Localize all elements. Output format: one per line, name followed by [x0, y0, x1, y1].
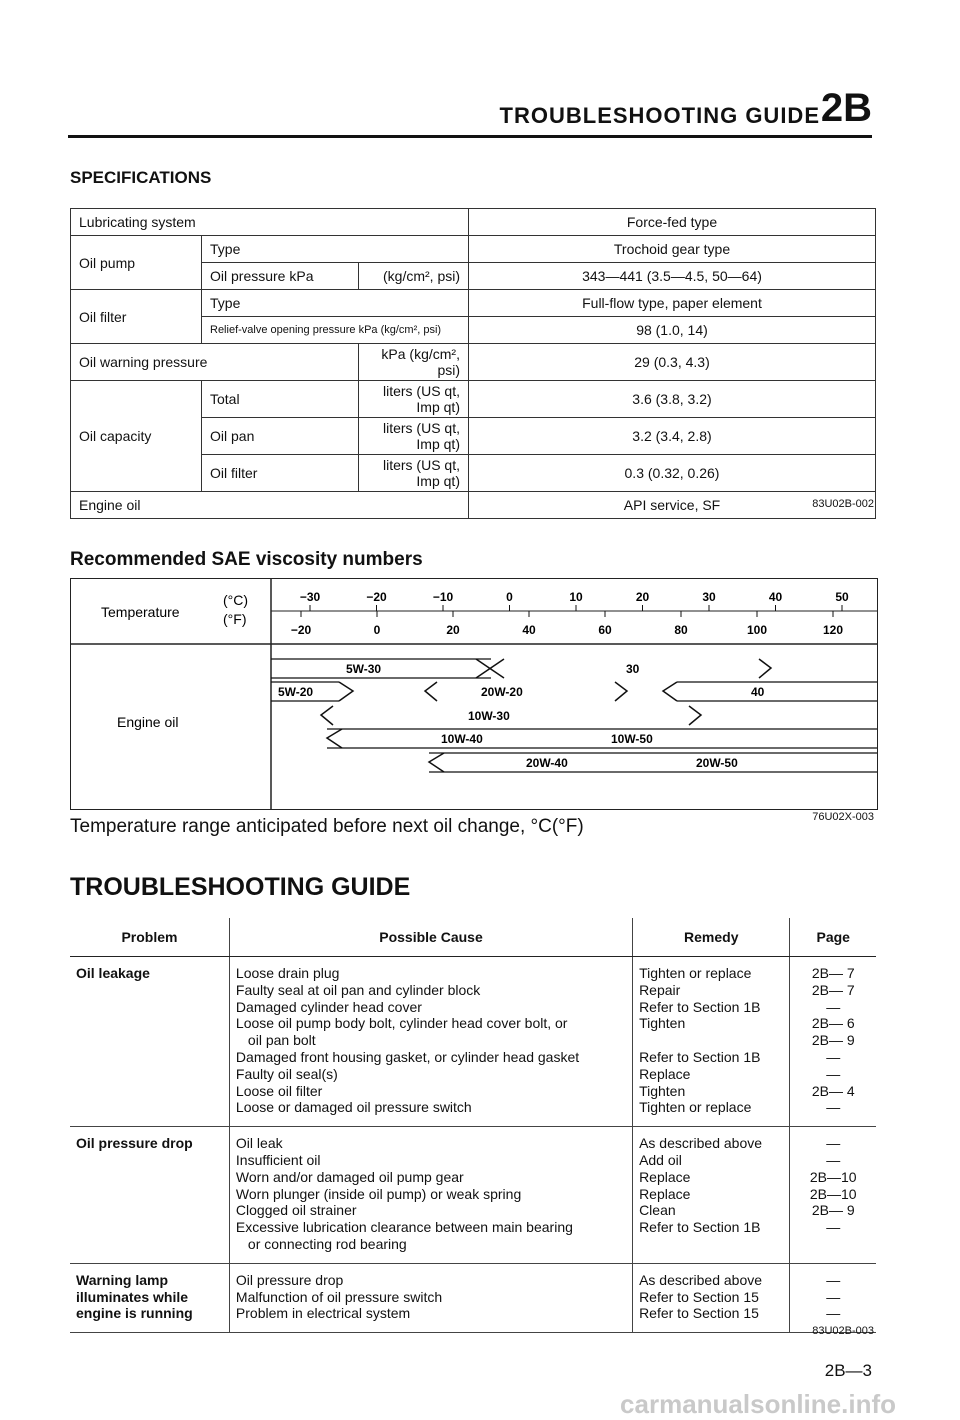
page-line: 2B—10	[809, 1185, 857, 1202]
spec-unit: liters (US qt, Imp qt)	[359, 418, 469, 455]
remedy-line	[639, 1032, 783, 1049]
remedy-line: Replace	[639, 1185, 691, 1202]
problem-line: Warning lamp	[76, 1271, 169, 1288]
spec-row	[71, 209, 876, 236]
unit-fahrenheit: (°F)	[223, 611, 247, 627]
fahrenheit-tick-label: 20	[446, 623, 460, 637]
page-line: 2B— 9	[811, 1032, 855, 1049]
grade-10w40-10w50-bar	[327, 729, 877, 748]
grade-30: 30	[626, 662, 640, 676]
spec-row	[71, 344, 876, 381]
page-line: —	[826, 1219, 841, 1236]
remedy-line: Repair	[639, 981, 681, 998]
problem-line: Oil pressure drop	[76, 1135, 193, 1152]
grade-5w30: 5W-30	[346, 662, 382, 676]
page-number: 2B—3	[824, 1361, 872, 1380]
watermark: carmanualsonline.info	[620, 1389, 896, 1419]
page-line: 2B— 7	[811, 981, 855, 998]
spec-unit: liters (US qt, Imp qt)	[359, 455, 469, 492]
grade-10w50: 10W-50	[611, 732, 653, 746]
grade-40: 40	[751, 685, 765, 699]
problem-cell	[70, 957, 229, 1127]
grade-20w40: 20W-40	[526, 756, 568, 770]
column-header-page: Page	[790, 918, 876, 957]
cause-line: or connecting rod bearing	[247, 1235, 407, 1252]
unit-celsius: (°C)	[223, 592, 249, 608]
remedy-line: As described above	[639, 1135, 763, 1152]
grade-20w40-20w50-bar	[429, 753, 877, 772]
celsius-tick-label: 10	[569, 590, 583, 604]
figure-code: 83U02B-003	[812, 1325, 874, 1337]
viscosity-heading: Recommended SAE viscosity numbers	[70, 549, 423, 570]
grade-5w20: 5W-20	[278, 685, 314, 699]
remedy-line: Refer to Section 15	[639, 1305, 759, 1322]
cause-line: Loose or damaged oil pressure switch	[235, 1099, 472, 1116]
cause-line: Oil leak	[235, 1135, 283, 1152]
viscosity-chart	[70, 578, 878, 810]
remedy-cell	[633, 1263, 790, 1332]
problem-line: Oil leakage	[76, 965, 150, 981]
page-header-title: TROUBLESHOOTING GUIDE	[499, 103, 820, 128]
remedy-line: Refer to Section 15	[639, 1288, 759, 1305]
remedy-line: Tighten or replace	[639, 965, 752, 981]
cause-cell	[229, 1263, 632, 1332]
grade-40-bar	[663, 682, 877, 701]
specifications-table	[70, 208, 876, 519]
remedy-line	[639, 1236, 783, 1253]
page-cell	[790, 1127, 876, 1264]
table-row	[70, 1263, 876, 1332]
viscosity-caption: Temperature range anticipated before next oil change, °C(°F)	[70, 816, 584, 837]
scale-ticks	[291, 590, 849, 637]
problem-cell	[70, 1263, 229, 1332]
cause-line: Loose oil filter	[235, 1082, 323, 1099]
spec-unit: liters (US qt, Imp qt)	[359, 381, 469, 418]
cause-line: Clogged oil strainer	[235, 1202, 357, 1219]
arrow-20w20-left	[425, 682, 437, 701]
remedy-line: Refer to Section 1B	[639, 1219, 761, 1236]
remedy-line: As described above	[639, 1271, 763, 1288]
cause-line: Loose drain plug	[235, 965, 340, 981]
spec-sublabel: Oil pressure kPa	[202, 263, 359, 290]
fahrenheit-tick-label: 80	[674, 623, 688, 637]
spec-sublabel: Type	[202, 290, 469, 317]
fahrenheit-tick-label: 40	[522, 623, 536, 637]
viscosity-chart-svg	[71, 579, 877, 809]
page-line: —	[826, 998, 841, 1015]
spec-label: Oil capacity	[71, 381, 202, 492]
page-cell	[790, 1263, 876, 1332]
spec-row	[71, 492, 876, 519]
spec-value: 343—441 (3.5—4.5, 50—64)	[469, 263, 876, 290]
page-line: 2B— 9	[811, 1202, 855, 1219]
celsius-tick-label: −20	[366, 590, 387, 604]
remedy-line: Refer to Section 1B	[639, 998, 761, 1015]
column-header-problem: Problem	[70, 918, 229, 957]
problem-cell	[70, 1127, 229, 1264]
page-cell	[790, 957, 876, 1127]
cause-line: Faulty seal at oil pan and cylinder block	[235, 981, 481, 998]
cause-line: oil pan bolt	[247, 1032, 316, 1049]
fahrenheit-tick-label: 100	[746, 623, 768, 637]
table-row	[70, 957, 876, 1127]
section-number: 2B	[820, 86, 872, 130]
column-header-cause: Possible Cause	[229, 918, 632, 957]
remedy-line: Tighten or replace	[639, 1099, 752, 1116]
arrow-30-right	[759, 659, 771, 678]
column-header-remedy: Remedy	[633, 918, 790, 957]
page-line: 2B— 4	[811, 1082, 855, 1099]
fahrenheit-tick-label: −20	[290, 623, 312, 637]
page-line: —	[826, 1151, 841, 1168]
spec-sublabel: Oil filter	[202, 455, 359, 492]
page-line: —	[826, 1048, 841, 1065]
page-line: 2B— 7	[811, 965, 855, 981]
cause-line: Malfunction of oil pressure switch	[235, 1288, 443, 1305]
remedy-cell	[633, 957, 790, 1127]
remedy-line: Clean	[639, 1202, 676, 1219]
cause-line: Damaged front housing gasket, or cylinder head gasket	[235, 1048, 580, 1065]
spec-label: Lubricating system	[71, 209, 469, 236]
cause-line: Problem in electrical system	[235, 1305, 411, 1322]
cause-line: Worn and/or damaged oil pump gear	[235, 1168, 464, 1185]
grade-10w40: 10W-40	[441, 732, 483, 746]
celsius-tick-label: 0	[506, 590, 513, 604]
grade-20w20: 20W-20	[481, 685, 523, 699]
troubleshooting-heading: TROUBLESHOOTING GUIDE	[70, 873, 411, 901]
spec-value: 3.6 (3.8, 3.2)	[469, 381, 876, 418]
celsius-tick-label: 40	[768, 590, 783, 604]
page-line: —	[826, 1135, 841, 1152]
spec-value: Full-flow type, paper element	[469, 290, 876, 317]
page-line: 2B— 6	[811, 1015, 855, 1032]
grade-20w50: 20W-50	[696, 756, 738, 770]
cause-line: Worn plunger (inside oil pump) or weak spring	[235, 1185, 522, 1202]
arrow-10w30-left	[321, 706, 333, 725]
remedy-cell	[633, 1127, 790, 1264]
temperature-label: Temperature	[101, 604, 180, 620]
spec-label: Oil warning pressure	[71, 344, 359, 381]
spec-unit: (kg/cm², psi)	[359, 263, 469, 290]
spec-sublabel: Oil pan	[202, 418, 359, 455]
problem-line: engine is running	[76, 1305, 193, 1322]
troubleshooting-table	[70, 918, 876, 1333]
spec-value: Trochoid gear type	[469, 236, 876, 263]
spec-label: Oil pump	[71, 236, 202, 290]
remedy-line: Replace	[639, 1065, 691, 1082]
spec-row	[71, 381, 876, 418]
spec-label: Oil filter	[71, 290, 202, 344]
cause-line: Oil pressure drop	[235, 1271, 344, 1288]
fahrenheit-tick-label: 0	[373, 623, 381, 637]
spec-sublabel: Total	[202, 381, 359, 418]
header-rule	[68, 135, 872, 138]
celsius-tick-label: −10	[432, 590, 454, 604]
table-header-row	[70, 918, 876, 957]
page-line: 2B—10	[809, 1168, 857, 1185]
page-line: —	[826, 1288, 841, 1305]
celsius-tick-label: 50	[835, 590, 849, 604]
arrow-10w30-right	[689, 706, 701, 725]
spec-unit: kPa (kg/cm², psi)	[359, 344, 469, 381]
engine-oil-label: Engine oil	[117, 714, 179, 730]
figure-code: 76U02X-003	[812, 811, 874, 823]
fahrenheit-tick-label: 120	[822, 623, 844, 637]
page-line: —	[826, 1305, 841, 1322]
cause-line: Excessive lubrication clearance between main bearing	[235, 1219, 573, 1236]
spec-row	[71, 236, 876, 263]
page-line: —	[826, 1271, 841, 1288]
cause-line: Damaged cylinder head cover	[235, 998, 422, 1015]
remedy-line: Add oil	[639, 1151, 682, 1168]
spec-sublabel: Relief-valve opening pressure kPa (kg/cm², psi)	[202, 317, 469, 344]
spec-value: 3.2 (3.4, 2.8)	[469, 418, 876, 455]
page-line	[796, 1236, 870, 1253]
remedy-line: Refer to Section 1B	[639, 1048, 761, 1065]
cause-cell	[229, 957, 632, 1127]
table-row	[70, 1127, 876, 1264]
arrow-20w20-right	[615, 682, 627, 701]
spec-sublabel: Type	[202, 236, 469, 263]
spec-label: Engine oil	[71, 492, 469, 519]
cause-line: Insufficient oil	[235, 1151, 321, 1168]
figure-code: 83U02B-002	[812, 498, 874, 510]
celsius-tick-label: 20	[635, 590, 650, 604]
troubleshooting-body	[70, 957, 876, 1333]
spec-value: API service, SF	[469, 492, 876, 519]
cause-line: Faulty oil seal(s)	[235, 1065, 338, 1082]
spec-value: Force-fed type	[469, 209, 876, 236]
remedy-line: Replace	[639, 1168, 691, 1185]
spec-value: 98 (1.0, 14)	[469, 317, 876, 344]
grade-10w30: 10W-30	[468, 709, 510, 723]
remedy-line: Tighten	[639, 1082, 686, 1099]
page-line: —	[826, 1065, 841, 1082]
celsius-tick-label: 30	[702, 590, 716, 604]
specifications-heading: SPECIFICATIONS	[70, 168, 212, 187]
cause-line: Loose oil pump body bolt, cylinder head cover bolt, or	[235, 1015, 568, 1032]
remedy-line: Tighten	[639, 1015, 686, 1032]
fahrenheit-tick-label: 60	[598, 623, 612, 637]
grade-5w30-bar	[271, 659, 504, 678]
spec-value: 0.3 (0.32, 0.26)	[469, 455, 876, 492]
celsius-tick-label: −30	[299, 590, 321, 604]
spec-row	[71, 290, 876, 317]
spec-value: 29 (0.3, 4.3)	[469, 344, 876, 381]
problem-line: illuminates while	[76, 1288, 189, 1305]
page-line: —	[826, 1099, 841, 1116]
cause-cell	[229, 1127, 632, 1264]
